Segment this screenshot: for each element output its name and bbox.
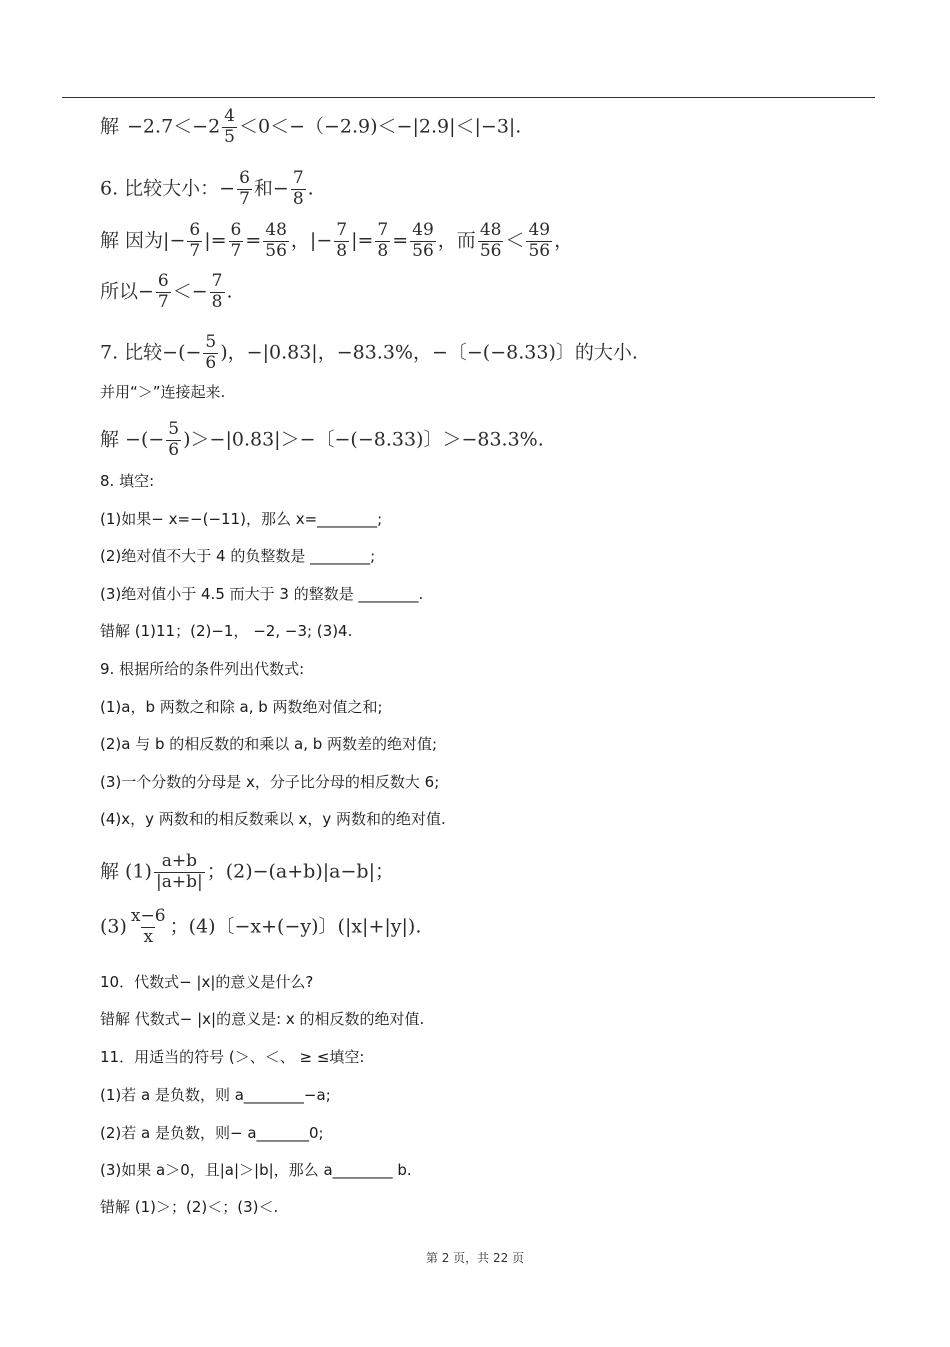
fraction [334, 222, 349, 261]
text: −2.7＜−2 [127, 115, 221, 138]
q8-item-1: (1)如果− x=−(−11)，那么 x=________; [100, 510, 383, 528]
text: ，|− [290, 229, 333, 252]
fraction [166, 421, 181, 460]
text: 解 −(− [100, 428, 165, 451]
numerator: a+b [161, 851, 197, 871]
denominator: 6 [168, 439, 180, 460]
numerator: 48 [265, 220, 287, 240]
numerator: 7 [292, 168, 304, 188]
q10-title: 10．代数式− |x|的意义是什么? [100, 973, 314, 991]
text: . [307, 177, 314, 200]
denominator: 8 [336, 240, 348, 261]
denominator: |a+b| [155, 871, 203, 892]
q11-item-1: (1)若 a 是负数，则 a________−a; [100, 1086, 331, 1104]
q11-title: 11．用适当的符号 (＞、＜、 ≥ ≤填空: [100, 1048, 365, 1066]
fraction [237, 170, 252, 209]
text: ＜0＜−（−2.9)＜−|2.9|＜|−3|. [239, 115, 522, 138]
text: 所以− [100, 280, 154, 303]
q6-title [100, 170, 314, 209]
denominator: 56 [412, 240, 434, 261]
q9-item-3: (3)一个分数的分母是 x，分子比分母的相反数大 6; [100, 773, 440, 791]
fraction [478, 222, 504, 261]
q11-item-2: (2)若 a 是负数，则− a_______0; [100, 1124, 324, 1142]
numerator: 6 [239, 168, 250, 188]
header-rule [62, 97, 875, 98]
text: 7. 比较−(− [100, 341, 202, 364]
numerator: 49 [528, 220, 551, 240]
fraction [222, 108, 237, 147]
page-footer: 第 2 页，共 22 页 [425, 1251, 525, 1265]
fraction [410, 222, 436, 261]
numerator: 5 [168, 419, 180, 439]
numerator: 49 [412, 220, 434, 240]
fraction [203, 334, 218, 373]
q8-title: 8. 填空: [100, 472, 155, 490]
text: ，而 [437, 229, 476, 252]
fraction [375, 222, 390, 261]
text: = [245, 229, 262, 252]
denominator: x [143, 926, 154, 947]
q9-solution-2 [100, 908, 421, 947]
numerator: 6 [189, 220, 201, 240]
text: )＞−|0.83|＞−〔−(−8.33)〕＞−83.3%. [183, 428, 544, 451]
denominator: 5 [224, 126, 235, 147]
q8-answer: 错解 (1)11；(2)−1， −2, −3; (3)4. [100, 622, 353, 640]
q11-item-3: (3)如果 a＞0，且|a|＞|b|，那么 a________ b. [100, 1161, 412, 1179]
fraction [187, 222, 202, 261]
q6-conclusion [100, 273, 233, 312]
numerator: 48 [479, 220, 502, 240]
numerator: 7 [336, 220, 348, 240]
text: 解 因为|− [100, 229, 186, 252]
text: |= [204, 229, 227, 252]
q8-item-3: (3)绝对值小于 4.5 而大于 3 的整数是 ________. [100, 585, 424, 603]
q7-solution [100, 421, 544, 460]
denominator: 8 [377, 240, 389, 261]
text: )，−|0.83|，−83.3%，−〔−(−8.33)〕的大小. [220, 341, 638, 364]
q9-solution-1 [100, 853, 394, 892]
text: ＜ [505, 229, 525, 252]
q8-item-2: (2)绝对值不大于 4 的负整数是 ________; [100, 547, 376, 565]
numerator: 4 [224, 106, 235, 126]
q6-solution [100, 222, 573, 261]
fraction [154, 853, 205, 892]
denominator: 8 [211, 291, 223, 312]
text: ；(4)〔−x+(−y)〕(|x|+|y|). [169, 915, 422, 938]
numerator: x−6 [130, 906, 166, 926]
text: |= [351, 229, 374, 252]
text: ， [554, 229, 574, 252]
denominator: 56 [528, 240, 551, 261]
denominator: 7 [239, 188, 250, 209]
fraction [263, 222, 289, 261]
text: ；(2)−(a+b)|a−b|； [206, 860, 394, 883]
q5-solution [100, 108, 521, 147]
q10-answer: 错解 代数式− |x|的意义是: x 的相反数的绝对值. [100, 1010, 425, 1028]
text: (3) [100, 915, 127, 938]
text: ＜− [172, 280, 208, 303]
denominator: 7 [157, 291, 169, 312]
denominator: 7 [189, 240, 201, 261]
denominator: 56 [479, 240, 502, 261]
fraction [129, 908, 168, 947]
numerator: 6 [157, 271, 169, 291]
denominator: 6 [205, 352, 217, 373]
numerator: 5 [205, 332, 217, 352]
numerator: 7 [377, 220, 389, 240]
numerator: 6 [230, 220, 242, 240]
q9-item-1: (1)a，b 两数之和除 a, b 两数绝对值之和; [100, 698, 383, 716]
q9-item-4: (4)x，y 两数和的相反数乘以 x，y 两数和的绝对值. [100, 810, 446, 828]
denominator: 8 [292, 188, 304, 209]
text: = [392, 229, 409, 252]
fraction [210, 273, 225, 312]
solution-label: 解 [100, 115, 120, 138]
text: 解 (1) [100, 860, 152, 883]
q7-subtitle: 并用“＞”连接起来. [100, 383, 226, 401]
fraction [526, 222, 552, 261]
q9-title: 9. 根据所给的条件列出代数式: [100, 660, 305, 678]
text: . [226, 280, 233, 303]
q7-title [100, 334, 638, 373]
q11-answer: 错解 (1)＞；(2)＜；(3)＜. [100, 1198, 279, 1216]
text: 和− [253, 177, 289, 200]
denominator: 7 [230, 240, 242, 261]
fraction [291, 170, 306, 209]
text: 6. 比较大小：− [100, 177, 236, 200]
q9-item-2: (2)a 与 b 的相反数的和乘以 a, b 两数差的绝对值; [100, 735, 438, 753]
denominator: 56 [265, 240, 287, 261]
fraction [229, 222, 244, 261]
numerator: 7 [211, 271, 223, 291]
fraction [156, 273, 171, 312]
